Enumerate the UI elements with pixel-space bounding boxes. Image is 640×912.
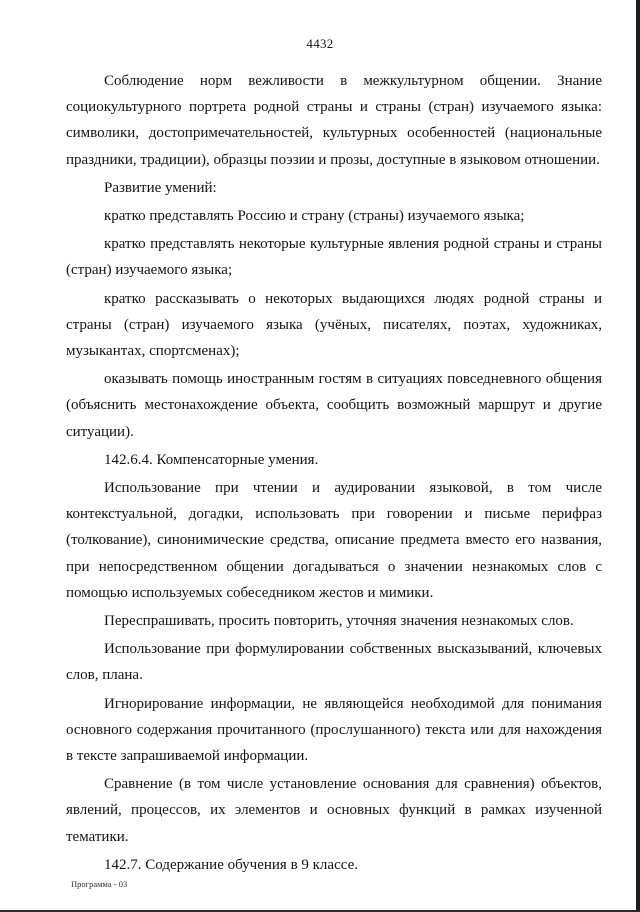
paragraph-politeness-norms: Соблюдение норм вежливости в межкультурном общении. Знание социокультурного портрета родной страны и страны (стран) изучаемого языка: символики, достопримечательностей, культурных особенностей (национальные праздники, традиции), образцы поэзии и прозы, доступные в языковом отношении.: [66, 73, 602, 168]
paragraph-keywords-plan: Использование при формулировании собственных высказываний, ключевых слов, плана.: [66, 641, 602, 684]
section-heading-compensatory-skills: 142.6.4. Компенсаторные умения.: [104, 451, 319, 468]
paragraph-ignoring-information: Игнорирование информации, не являющейся необходимой для понимания основного содержания прочитанного (прослушанного) текста или для нахождения в тексте запрашиваемой информации.: [66, 695, 602, 765]
page-number: 4432: [306, 36, 334, 51]
paragraph-comparison: Сравнение (в том числе установление основания для сравнения) объектов, явлений, процессов, их элементов и основных функций в рамках изученной тематики.: [66, 776, 602, 845]
paragraph-skills-heading: Развитие умений:: [104, 179, 217, 196]
footer-program-label: Программа - 03: [71, 879, 128, 889]
paragraph-language-guess: Использование при чтении и аудировании языковой, в том числе контекстуальной, догадки, использовать при говорении и письме перифраз (толкование), синонимические средства, описание предмета вместо его названия, при непосредственном общении догадываться о значении незнакомых слов с помощью используемых собеседником жестов и мимики.: [66, 480, 602, 601]
document-body: [66, 68, 602, 878]
paragraph-present-russia: кратко представлять Россию и страну (страны) изучаемого языка;: [104, 208, 525, 225]
scan-edge-right: [636, 0, 640, 912]
paragraph-tell-about-people: кратко рассказывать о некоторых выдающихся людях родной страны и страны (стран) изучаемого языка (учёных, писателях, поэтах, художниках, музыкантах, спортсменах);: [66, 290, 602, 360]
paragraph-help-guests: оказывать помощь иностранным гостям в ситуациях повседневного общения (объяснить местонахождение объекта, сообщить возможный маршрут и другие ситуации).: [66, 371, 602, 440]
section-heading-grade-9: 142.7. Содержание обучения в 9 классе.: [104, 856, 358, 873]
paragraph-ask-again: Переспрашивать, просить повторить, уточняя значения незнакомых слов.: [104, 613, 574, 630]
paragraph-present-culture: кратко представлять некоторые культурные явления родной страны и страны (стран) изучаемого языка;: [66, 236, 602, 279]
